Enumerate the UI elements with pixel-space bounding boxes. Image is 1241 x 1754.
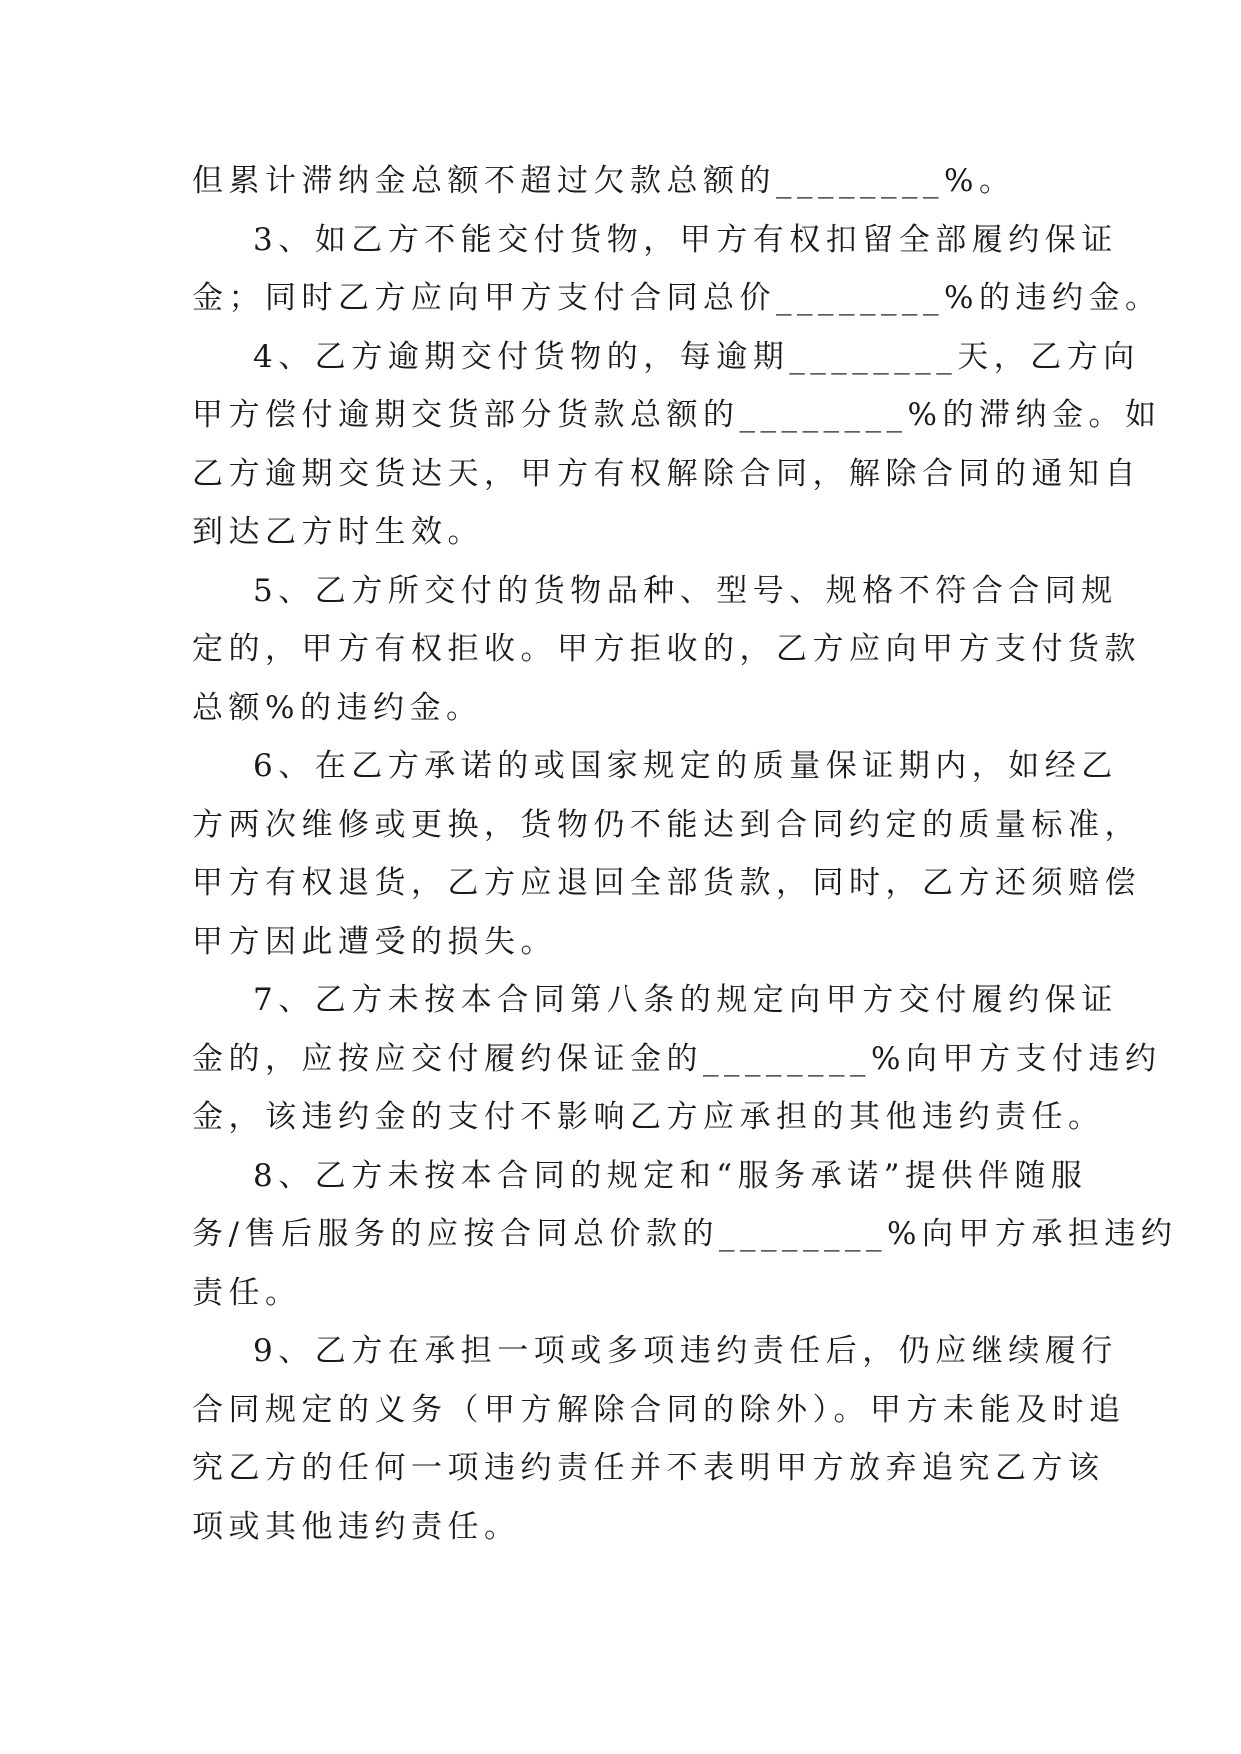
text-line: 方两次维修或更换，货物仍不能达到合同约定的质量标准， <box>192 806 1141 843</box>
text-line: 责任。 <box>192 1274 302 1311</box>
text-line: 甲方有权退货，乙方应退回全部货款，同时，乙方还须赔偿 <box>192 865 1141 901</box>
text-line: 究乙方的任何一项违约责任并不表明甲方放弃追究乙方该 <box>192 1450 1105 1486</box>
text-line: 项或其他违约责任。 <box>192 1508 521 1545</box>
text-line: 务/售后服务的应按合同总价款的________%向甲方承担违约 <box>192 1216 1178 1252</box>
text-line: 金；同时乙方应向甲方支付合同总价________%的违约金。 <box>192 280 1162 316</box>
text-line: 甲方偿付逾期交货部分货款总额的________%的滞纳金。如 <box>192 397 1162 433</box>
text-line: 总额%的违约金。 <box>192 689 483 726</box>
text-line: 金，该违约金的支付不影响乙方应承担的其他违约责任。 <box>192 1099 1105 1135</box>
clause-3-line: 3、如乙方不能交付货物，甲方有权扣留全部履约保证 <box>253 221 1118 258</box>
text-line: 合同规定的义务（甲方解除合同的除外）。甲方未能及时追 <box>192 1391 1126 1428</box>
clause-9-line: 9、乙方在承担一项或多项违约责任后，仍应继续履行 <box>253 1333 1118 1369</box>
text-line: 但累计滞纳金总额不超过欠款总额的________%。 <box>192 163 1016 199</box>
document-body <box>192 152 1178 1556</box>
clause-7-line: 7、乙方未按本合同第八条的规定向甲方交付履约保证 <box>253 982 1118 1018</box>
text-line: 到达乙方时生效。 <box>192 514 484 550</box>
text-line: 乙方逾期交货达天，甲方有权解除合同，解除合同的通知自 <box>192 455 1141 492</box>
text-line: 甲方因此遭受的损失。 <box>192 923 557 960</box>
clause-5-line: 5、乙方所交付的货物品种、型号、规格不符合合同规 <box>253 572 1118 609</box>
text-line: 金的，应按应交付履约保证金的________%向甲方支付违约 <box>192 1040 1162 1077</box>
clause-4-line: 4、乙方逾期交付货物的，每逾期________天，乙方向 <box>253 338 1140 375</box>
text-line: 定的，甲方有权拒收。甲方拒收的，乙方应向甲方支付货款 <box>192 631 1141 667</box>
clause-8-line: 8、乙方未按本合同的规定和“服务承诺”提供伴随服 <box>253 1157 1088 1194</box>
clause-6-line: 6、在乙方承诺的或国家规定的质量保证期内，如经乙 <box>253 748 1118 784</box>
